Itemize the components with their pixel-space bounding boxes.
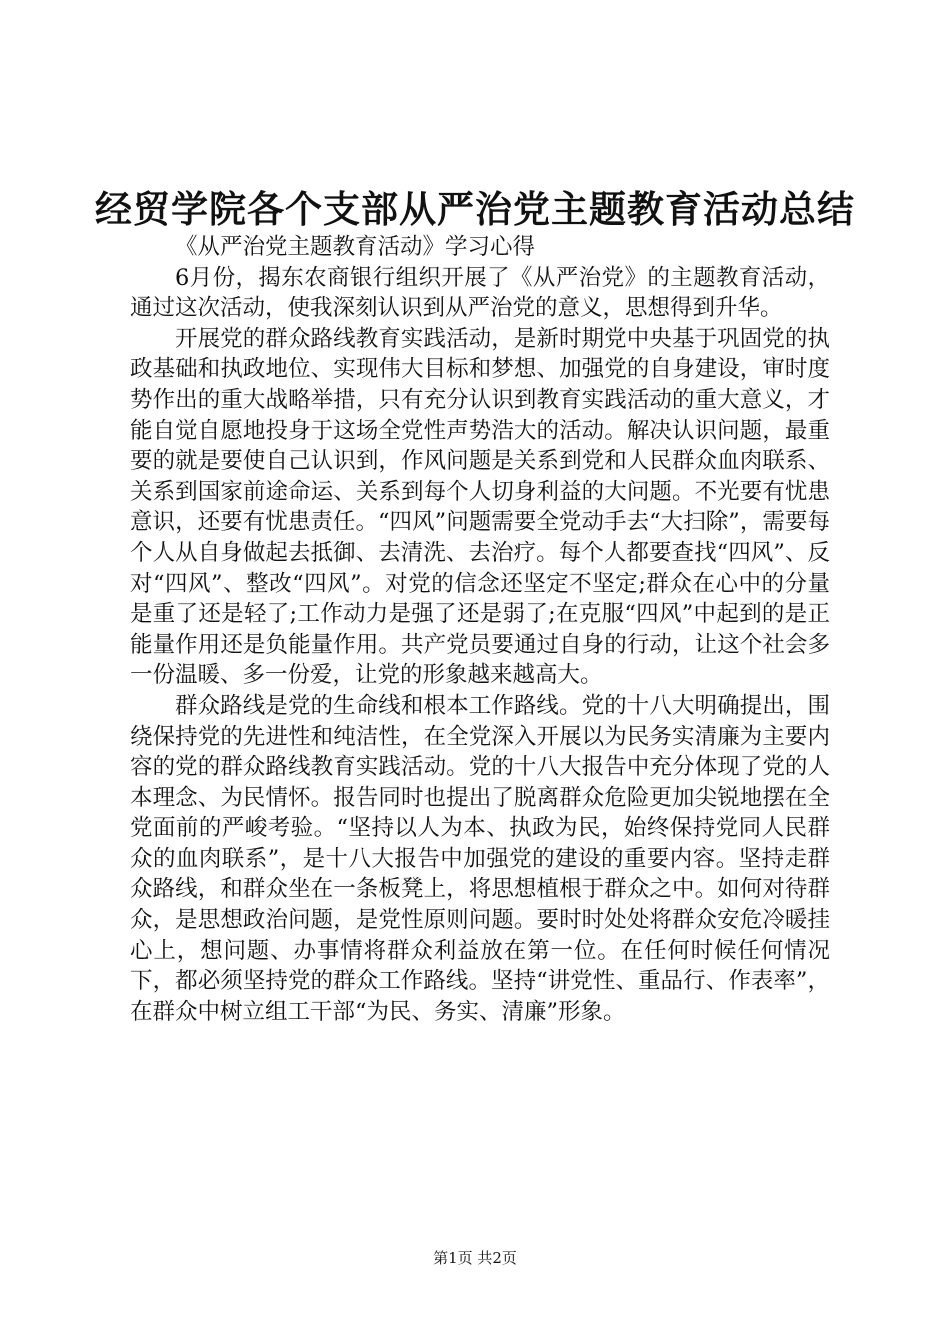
paragraph-mass-line-lifeline: 群众路线是党的生命线和根本工作路线。党的十八大明确提出，围绕保持党的先进性和纯洁性，在全党深入开展以为民务实清廉为主要内容的党的群众路线教育实践活动。党的十八大报告中充分体现了党的人本理念、为民情怀。报告同时也提出了脱离群众危险更加尖锐地摆在全党面前的严峻考验。“坚持以人为本、执政为民，始终保持党同人民群众的血肉联系”，是十八大报告中加强党的建设的重要内容。坚持走群众路线，和群众坐在一条板凳上，将思想植根于群众之中。如何对待群众，是思想政治问题，是党性原则问题。要时时处处将群众安危冷暖挂心上，想问题、办事情将群众利益放在第一位。在任何时候任何情况下，都必须坚持党的群众工作路线。坚持“讲党性、重品行、作表率”，在群众中树立组工干部“为民、务实、清廉”形象。 [130,692,830,1025]
page-footer: 第1页 共2页 [433,1249,517,1267]
paragraph-intro: 6月份，揭东农商银行组织开展了《从严治党》的主题教育活动，通过这次活动，使我深刻认识到从严治党的意义，思想得到升华。 [130,264,830,322]
paragraph-mass-line-activity: 开展党的群众路线教育实践活动，是新时期党中央基于巩固党的执政基础和执政地位、实现伟大目标和梦想、加强党的自身建设，审时度势作出的重大战略举措，只有充分认识到教育实践活动的重大意义，才能自觉自愿地投身于这场全党性声势浩大的活动。解决认识问题，最重要的就是要使自己认识到，作风问题是关系到党和人民群众血肉联系、关系到国家前途命运、关系到每个人切身利益的大问题。不光要有忧患意识，还要有忧患责任。“四风”问题需要全党动手去“大扫除”，需要每个人从自身做起去抵御、去清洗、去治疗。每个人都要查找“四风”、反对“四风”、整改“四风”。对党的信念还坚定不坚定;群众在心中的分量是重了还是轻了;工作动力是强了还是弱了;在克服“四风”中起到的是正能量作用还是负能量作用。共产党员要通过自身的行动，让这个社会多一份温暖、多一份爱，让党的形象越来越高大。 [130,325,830,689]
document-body [130,232,830,1027]
document-title: 经贸学院各个支部从严治党主题教育活动总结 [95,187,855,231]
paragraph-subtitle: 《从严治党主题教育活动》学习心得 [175,234,536,260]
